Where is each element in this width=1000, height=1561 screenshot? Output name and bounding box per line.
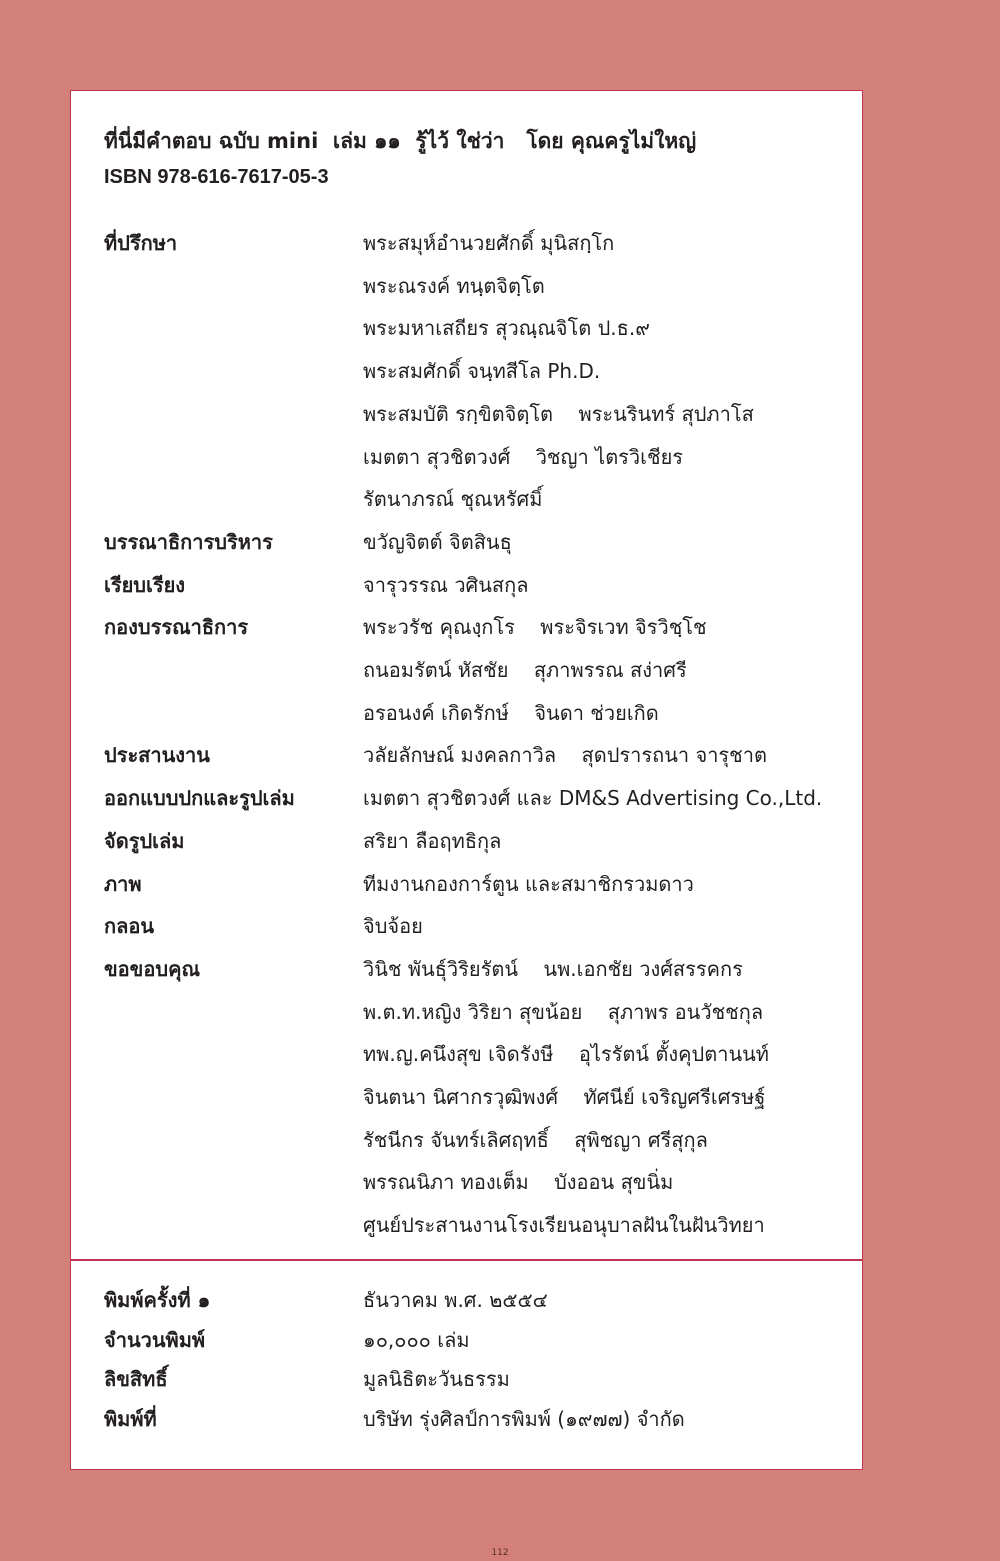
credit-row xyxy=(104,905,844,948)
credit-label: กลอน xyxy=(104,914,155,939)
credit-value: พ.ต.ท.หญิง วิริยา สุขน้อย สุภาพร อนวัชชกุล xyxy=(363,999,764,1024)
credit-value: จารุวรรณ วศินสกุล xyxy=(363,572,529,597)
credit-value: สริยา ลือฤทธิกุล xyxy=(363,828,502,853)
printing-row xyxy=(104,1360,844,1400)
credit-values xyxy=(363,905,844,948)
credit-row xyxy=(104,606,844,734)
credit-value: เมตตา สุวชิตวงศ์ และ DM&S Advertising Co.,Ltd. xyxy=(363,786,823,811)
credit-value: พระณรงค์ ทนฺตจิตฺโต xyxy=(363,273,545,298)
credit-value: อรอนงค์ เกิดรักษ์ จินดา ช่วยเกิด xyxy=(363,700,659,725)
printing-row xyxy=(104,1400,844,1440)
printing-label: ลิขสิทธิ์ xyxy=(104,1367,168,1391)
credit-row xyxy=(104,777,844,820)
credit-row xyxy=(104,521,844,564)
credit-value: เมตตา สุวชิตวงศ์ วิชญา ไตรวิเชียร xyxy=(363,444,684,469)
credit-values xyxy=(363,222,844,521)
page-number: 112 xyxy=(491,1548,509,1558)
printing-value: ๑๐,๐๐๐ เล่ม xyxy=(363,1327,470,1352)
credit-row xyxy=(104,820,844,863)
colophon-card xyxy=(70,90,863,1470)
printing-value: บริษัท รุ่งศิลป์การพิมพ์ (๑๙๗๗) จำกัด xyxy=(363,1406,685,1431)
printing-row xyxy=(104,1321,844,1361)
credit-value: พระวรัช คุณงฺกโร พระจิรเวท จิรวิชฺโช xyxy=(363,615,707,640)
credit-label: ขอขอบคุณ xyxy=(104,956,200,981)
book-header xyxy=(104,123,696,195)
credit-values xyxy=(363,734,844,777)
credit-value: พระสมบัติ รกฺขิตจิตฺโต พระนรินทร์ สุปภาโส xyxy=(363,401,754,426)
credits-list xyxy=(104,222,844,1247)
printing-label: จำนวนพิมพ์ xyxy=(104,1327,206,1352)
credit-value: พระสมศักดิ์ จนฺทสีโล Ph.D. xyxy=(363,359,601,384)
credit-label: ออกแบบปกและรูปเล่ม xyxy=(104,786,295,811)
credit-values xyxy=(363,820,844,863)
credit-value: จินตนา นิศากรวุฒิพงศ์ ทัศนีย์ เจริญศรีเศรษฐ์ xyxy=(363,1085,766,1110)
credit-values xyxy=(363,777,844,820)
credit-label: ภาพ xyxy=(104,871,142,896)
credit-value: พระมหาเสถียร สุวณฺณจิโต ป.ธ.๙ xyxy=(363,316,650,341)
credit-value: วินิช พันธุ์วิริยรัตน์ นพ.เอกชัย วงศ์สรรคกร xyxy=(363,956,743,981)
credit-value: พระสมุห์อำนวยศักดิ์ มุนิสกฺโก xyxy=(363,231,615,255)
credit-row xyxy=(104,734,844,777)
credit-row xyxy=(104,863,844,906)
credit-label: บรรณาธิการบริหาร xyxy=(104,529,273,554)
credit-value: รัชนีกร จันทร์เลิศฤทธิ์ สุพิชญา ศรีสุกุล xyxy=(363,1127,708,1152)
divider xyxy=(71,1259,862,1261)
credit-value: จิบจ้อย xyxy=(363,914,423,939)
credit-value: ศูนย์ประสานงานโรงเรียนอนุบาลฝันในฝันวิทยา xyxy=(363,1213,765,1238)
credit-value: ทีมงานกองการ์ตูน และสมาชิกรวมดาว xyxy=(363,871,694,896)
credit-value: ทพ.ญ.คนึงสุข เจิดรังษี อุไรรัตน์ ตั้งคุปตานนท์ xyxy=(363,1042,769,1067)
credit-values xyxy=(363,606,844,734)
credit-values xyxy=(363,564,844,607)
credit-label: ประสานงาน xyxy=(104,743,210,768)
printing-label: พิมพ์ที่ xyxy=(104,1406,157,1431)
printing-value: ธันวาคม พ.ศ. ๒๕๕๔ xyxy=(363,1288,548,1312)
credit-label: กองบรรณาธิการ xyxy=(104,615,249,640)
printing-row xyxy=(104,1281,844,1321)
book-title: ที่นี่มีคำตอบ ฉบับ mini เล่ม ๑๑ รู้ไว้ ใช่ว่า โดย คุณครูไม่ใหญ่ xyxy=(104,129,697,153)
isbn: ISBN 978-616-7617-05-3 xyxy=(104,166,329,188)
credit-value: ขวัญจิตต์ จิตสินธุ xyxy=(363,529,512,554)
credit-value: รัตนาภรณ์ ชุณหรัศมิ์ xyxy=(363,487,543,512)
printing-label: พิมพ์ครั้งที่ ๑ xyxy=(104,1288,211,1312)
credit-row xyxy=(104,564,844,607)
credit-label: ที่ปรึกษา xyxy=(104,231,178,255)
credit-values xyxy=(363,948,844,1247)
credit-value: ถนอมรัตน์ หัสชัย สุภาพรรณ สง่าศรี xyxy=(363,658,687,683)
credit-value: พรรณนิภา ทองเต็ม บังออน สุขนิ่ม xyxy=(363,1170,674,1195)
credit-values xyxy=(363,521,844,564)
credit-row xyxy=(104,222,844,521)
credit-row xyxy=(104,948,844,1247)
credit-label: เรียบเรียง xyxy=(104,572,186,597)
credit-value: วลัยลักษณ์ มงคลกาวิล สุดปรารถนา จารุชาต xyxy=(363,743,767,768)
credit-values xyxy=(363,863,844,906)
printing-info xyxy=(104,1281,844,1439)
credit-label: จัดรูปเล่ม xyxy=(104,828,185,853)
printing-value: มูลนิธิตะวันธรรม xyxy=(363,1367,510,1391)
